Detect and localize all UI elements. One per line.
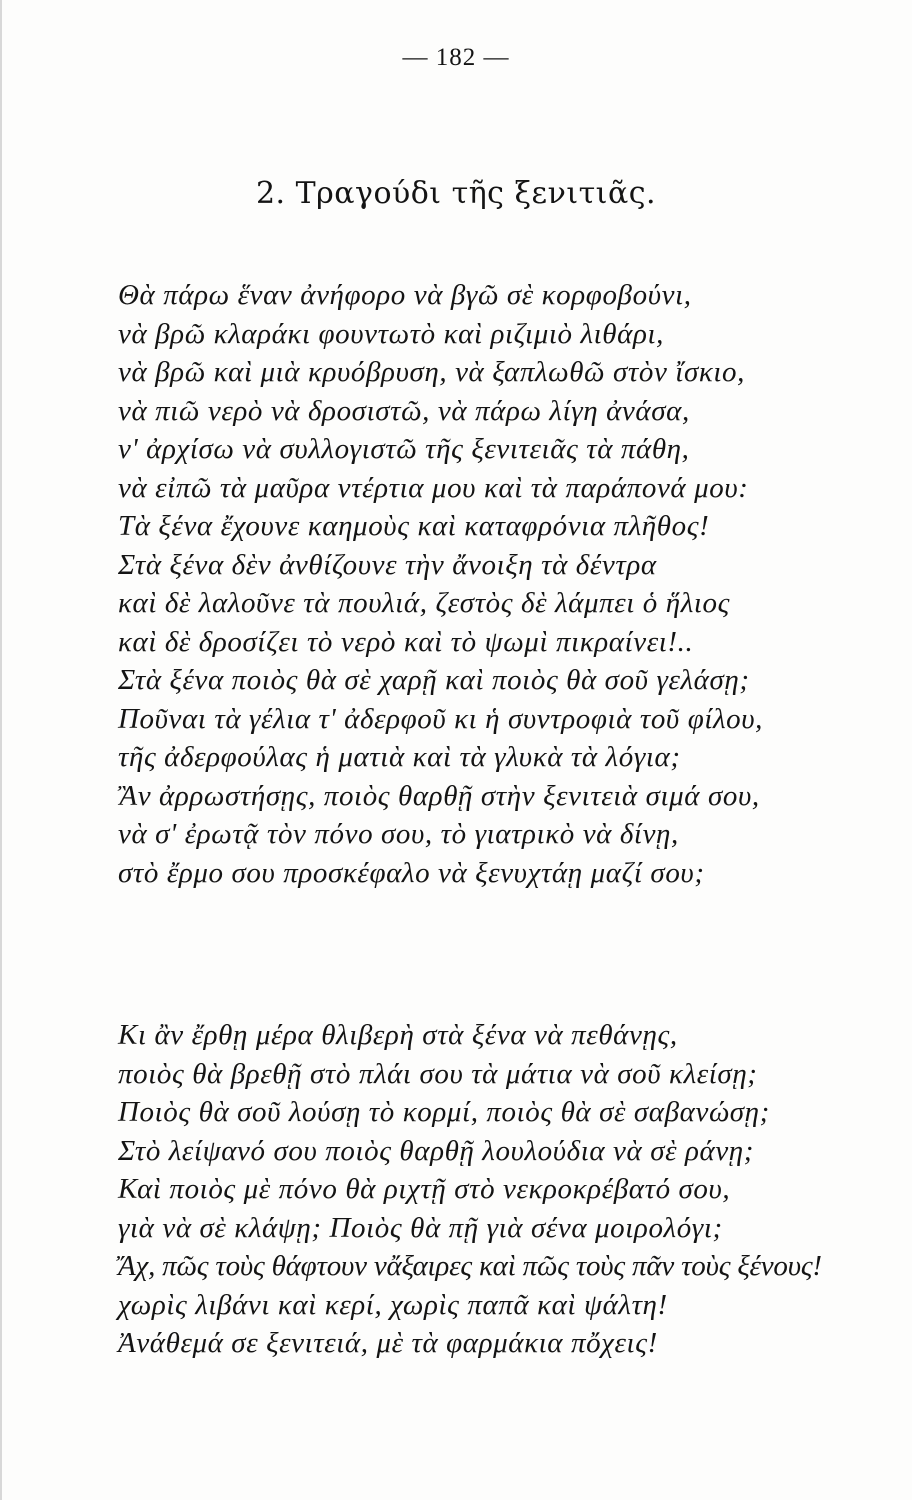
poem-line: τῆς ἀδερφούλας ἡ ματιὰ καὶ τὰ γλυκὰ τὰ λόγια; bbox=[118, 741, 681, 773]
stanza-2 bbox=[118, 1016, 878, 1363]
page-edge bbox=[0, 0, 2, 1500]
stanza-1 bbox=[118, 276, 878, 892]
poem-line: νὰ εἰπῶ τὰ μαῦρα ντέρτια μου καὶ τὰ παράπονά μου: bbox=[118, 471, 749, 504]
poem-line: Καὶ ποιὸς μὲ πόνο θὰ ριχτῇ στὸ νεκροκρέβατό σου, bbox=[118, 1173, 731, 1205]
poem-line: Ποιὸς θὰ σοῦ λούσῃ τὸ κορμί, ποιὸς θὰ σὲ σαβανώσῃ; bbox=[118, 1096, 770, 1128]
poem-line: γιὰ νὰ σὲ κλάψῃ; Ποιὸς θὰ πῇ γιὰ σένα μοιρολόγι; bbox=[118, 1211, 723, 1244]
poem-line: στὸ ἔρμο σου προσκέφαλο νὰ ξενυχτάῃ μαζί σου; bbox=[118, 856, 705, 889]
poem-line: χωρὶς λιβάνι καὶ κερί, χωρὶς παπᾶ καὶ ψάλτη! bbox=[118, 1288, 668, 1321]
poem-line: καὶ δὲ λαλοῦνε τὰ πουλιά, ζεστὸς δὲ λάμπει ὁ ἥλιος bbox=[118, 587, 730, 619]
poem-line: Στὰ ξένα ποιὸς θὰ σὲ χαρῇ καὶ ποιὸς θὰ σοῦ γελάσῃ; bbox=[118, 664, 750, 696]
poem-line: Κι ἂν ἔρθῃ μέρα θλιβερὴ στὰ ξένα νὰ πεθάνῃς, bbox=[118, 1019, 678, 1051]
poem-line: Στὸ λείψανό σου ποιὸς θαρθῇ λουλούδια νὰ σὲ ράνῃ; bbox=[118, 1134, 755, 1167]
poem-line: ποιὸς θὰ βρεθῇ στὸ πλάι σου τὰ μάτια νὰ σοῦ κλείσῃ; bbox=[118, 1057, 758, 1090]
poem-title: 2. Τραγούδι τῆς ξενιτιᾶς. bbox=[255, 176, 657, 211]
poem-line: Τὰ ξένα ἔχουνε καημοὺς καὶ καταφρόνια πλῆθος! bbox=[118, 510, 710, 542]
poem-line: νὰ πιῶ νερὸ νὰ δροσιστῶ, νὰ πάρω λίγη ἀνάσα, bbox=[118, 394, 690, 427]
page-number: — 182 — bbox=[402, 44, 510, 71]
poem-line: νὰ βρῶ καὶ μιὰ κρυόβρυση, νὰ ξαπλωθῶ στὸν ἴσκιο, bbox=[118, 356, 745, 388]
poem-line: Ποῦναι τὰ γέλια τ' ἀδερφοῦ κι ἡ συντροφιὰ τοῦ φίλου, bbox=[118, 702, 764, 735]
poem-line: Θὰ πάρω ἕναν ἀνήφορο νὰ βγῶ σὲ κορφοβούνι, bbox=[118, 279, 692, 311]
poem-line: Ἀνάθεμά σε ξενιτειά, μὲ τὰ φαρμάκια πὄχεις! bbox=[118, 1327, 658, 1359]
poem-line: Ἂν ἀρρωστήσῃς, ποιὸς θαρθῇ στὴν ξενιτειὰ σιμά σου, bbox=[118, 779, 760, 812]
poem-line: νὰ βρῶ κλαράκι φουντωτὸ καὶ ριζιμιὸ λιθάρι, bbox=[118, 317, 664, 350]
poem-line: Ἄχ, πῶς τοὺς θάφτουν νἄξαιρες καὶ πῶς τοὺς πᾶν τοὺς ξένους! bbox=[118, 1250, 822, 1282]
poem-line: ν' ἀρχίσω νὰ συλλογιστῶ τῆς ξενιτειᾶς τὰ πάθη, bbox=[118, 433, 690, 465]
poem-line: Στὰ ξένα δὲν ἀνθίζουνε τὴν ἄνοιξη τὰ δέντρα bbox=[118, 548, 657, 581]
poem-line: καὶ δὲ δροσίζει τὸ νερὸ καὶ τὸ ψωμὶ πικραίνει!.. bbox=[118, 625, 694, 658]
poem-line: νὰ σ' ἐρωτᾷ τὸν πόνο σου, τὸ γιατρικὸ νὰ δίνῃ, bbox=[118, 818, 679, 850]
